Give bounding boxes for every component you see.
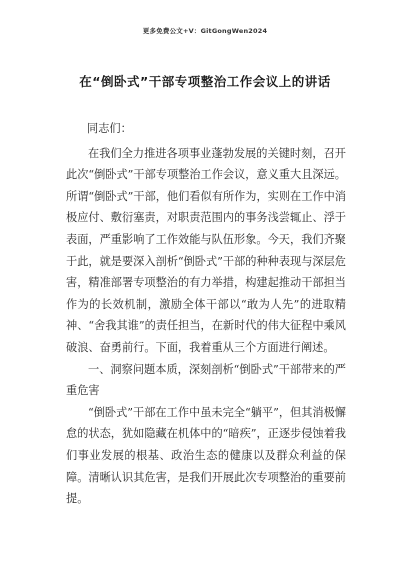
salutation: 同志们： [87, 122, 132, 135]
intro-paragraph: 在我们全力推进各项事业蓬勃发展的关键时刻，召开此次“倒卧式”干部专项整治工作会议，意义重大且深远。所谓“倒卧式”干部，他们看似有所作为，实则在工作中消极应付、敷衍塞责，对职责范围内的事务浅尝辄止、浮于表面，严重影响了工作效能与队伍形象。今天，我们齐聚于此，就是要深入剖析“倒卧式”干部的种种表现与深层危害，精准部署专项整治的有力举措，构建起推动干部担当作为的长效机制，激励全体干部以“敢为人先”的进取精神、“舍我其谁”的责任担当，在新时代的伟大征程中乘风破浪、奋勇前行。下面，我着重从三个方面进行阐述。 [66, 146, 346, 354]
header-watermark: 更多免费公文+V：GitGongWen2024 [142, 27, 268, 35]
document-body [66, 118, 346, 510]
document-title: 在“倒卧式”干部专项整治工作会议上的讲话 [79, 74, 331, 89]
section-paragraph: “倒卧式”干部在工作中虽未完全“躺平”，但其消极懈怠的状态，犹如隐藏在机体中的“暗疾”，正逐步侵蚀着我们事业发展的根基、政治生态的健康以及群众利益的保障。清晰认识其危害，是我们开展此次专项整治的重要前提。 [66, 405, 346, 506]
section-heading: 一、洞察问题本质，深刻剖析“倒卧式”干部带来的严重危害 [66, 362, 346, 398]
